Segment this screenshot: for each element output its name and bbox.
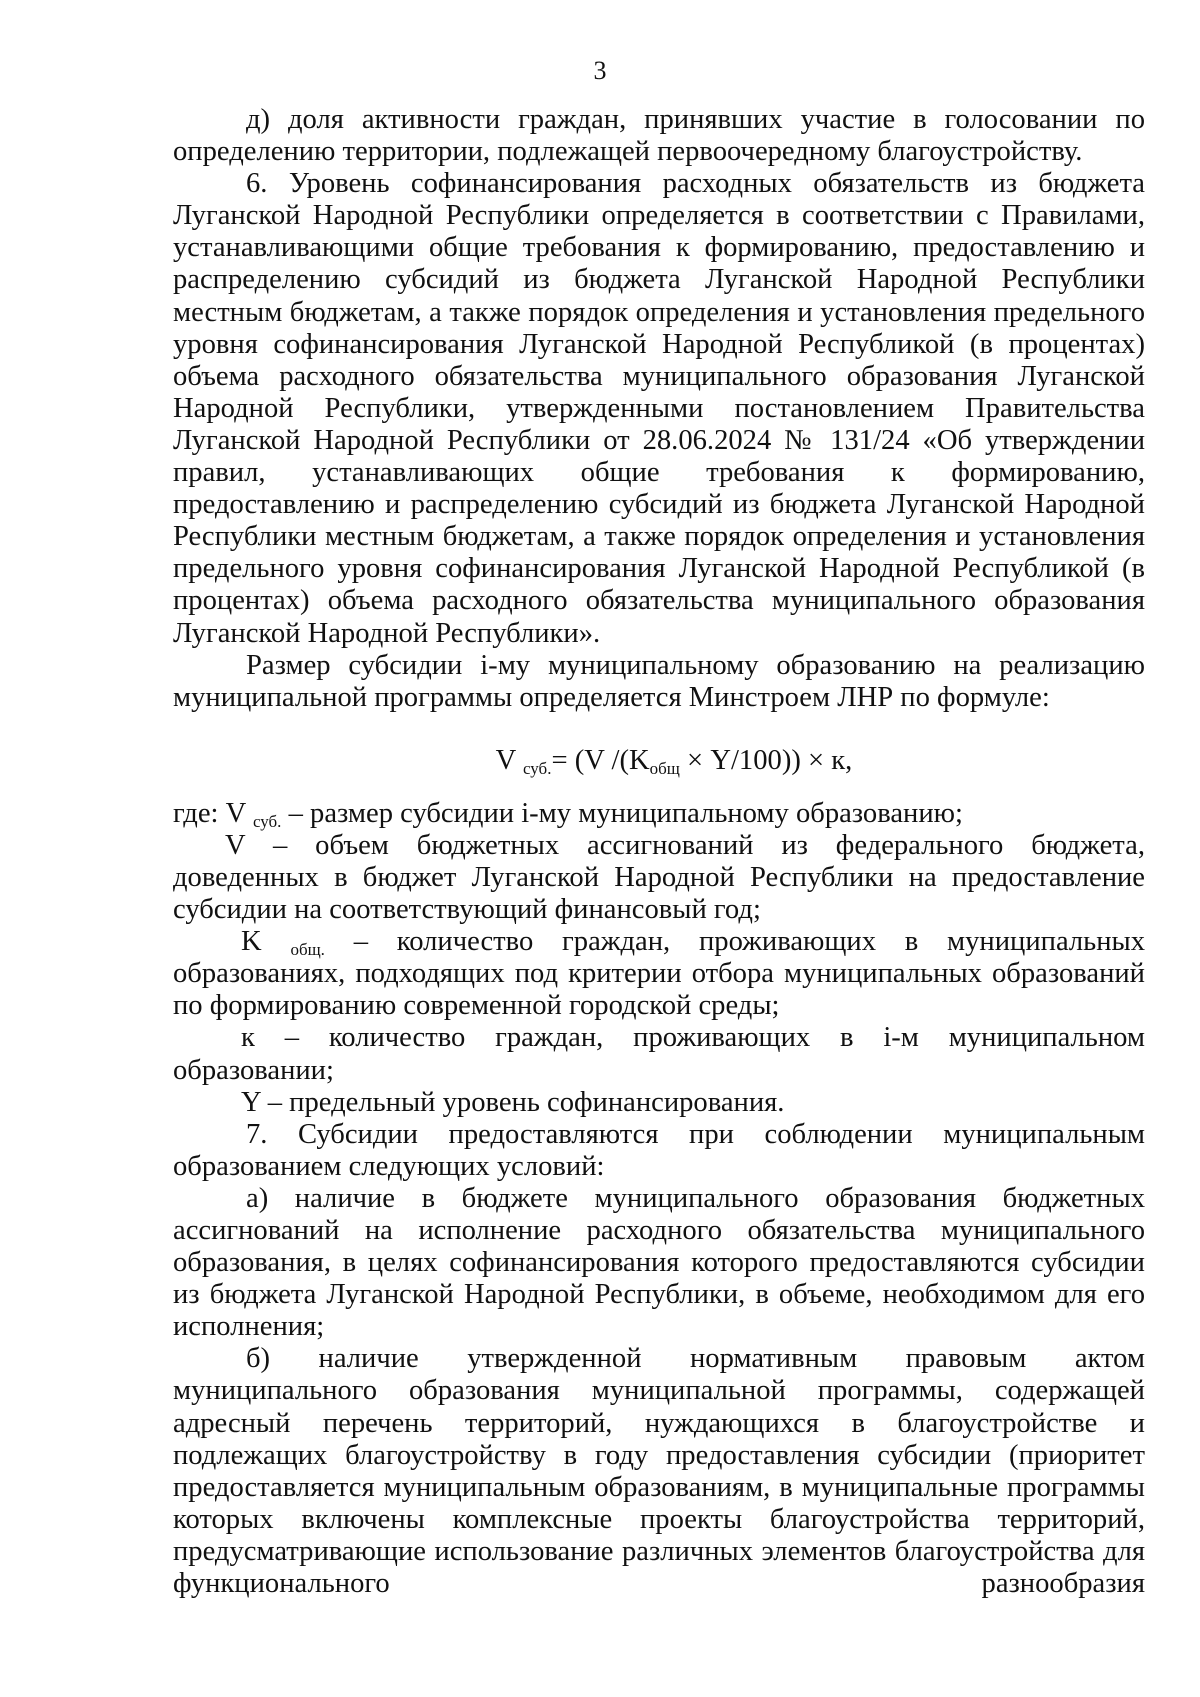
paragraph-a: а) наличие в бюджете муниципального образования бюджетных ассигнований на исполнение расходного обязательства муниципального образования, в целях софинансирования которого предоставляются субсидии из бюджета Луганской Народной Республики, в объеме, необходимом для его исполнения; bbox=[173, 1182, 1145, 1343]
definition-kobsh-sub: общ. bbox=[290, 940, 325, 960]
definition-kobsh-prefix: K bbox=[241, 926, 262, 958]
definition-v: V – объем бюджетных ассигнований из федерального бюджета, доведенных в бюджет Луганской Народной Республики на предоставление субсидии на соответствующий финансовый год; bbox=[173, 829, 1145, 926]
formula-mid: = (V /(K bbox=[551, 744, 650, 776]
definition-vsub-text: – размер субсидии i-му муниципальному образованию; bbox=[281, 797, 963, 829]
document-body bbox=[173, 104, 1145, 1600]
paragraph-6: 6. Уровень софинансирования расходных обязательств из бюджета Луганской Народной Республики определяется в соответствии с Правилами, устанавливающими общие требования к формированию, предоставлению и распределению субсидий из бюджета Луганской Народной Республики местным бюджетам, а также порядок определения и установления предельного уровня софинансирования Луганской Народной Республикой (в процентах) объема расходного обязательства муниципального образования Луганской Народной Республики, утвержденными постановлением Правительства Луганской Народной Республики от 28.06.2024 № 131/24 «Об утверждении правил, устанавливающих общие требования к формированию, предоставлению и распределению субсидий из бюджета Луганской Народной Республики местным бюджетам, а также порядок определения и установления предельного уровня софинансирования Луганской Народной Республикой (в процентах) объема расходного обязательства муниципального образования Луганской Народной Республики». bbox=[173, 168, 1145, 649]
paragraph-7: 7. Субсидии предоставляются при соблюдении муниципальным образованием следующих условий: bbox=[173, 1118, 1145, 1182]
subsidy-formula bbox=[173, 744, 1145, 778]
page-number: 3 bbox=[593, 56, 607, 85]
formula-mid-sub: общ bbox=[649, 758, 680, 778]
definition-k: к – количество граждан, проживающих в i-м муниципальном образовании; bbox=[173, 1022, 1145, 1086]
paragraph-subsidy-size: Размер субсидии i-му муниципальному образованию на реализацию муниципальной программы определяется Минстроем ЛНР по формуле: bbox=[173, 649, 1145, 713]
formula-lhs-sub: суб. bbox=[522, 758, 552, 778]
definition-y: Y – предельный уровень софинансирования. bbox=[241, 1086, 785, 1118]
definition-kobsh-text: – количество граждан, проживающих в муниципальных образованиях, подходящих под критерии отбора муниципальных образований по формированию современной городской среды; bbox=[173, 926, 1146, 1022]
formula-rhs: × Y/100)) × к, bbox=[679, 744, 853, 776]
definition-kobsh bbox=[173, 926, 1145, 1022]
paragraph-b: б) наличие утвержденной нормативным правовым актом муниципального образования муниципальной программы, содержащей адресный перечень территорий, нуждающихся в благоустройстве и подлежащих благоустройству в году предоставления субсидии (приоритет предоставляется муниципальным образованиям, в муниципальные программы которых включены комплексные проекты благоустройства территорий, предусматривающие использование различных элементов благоустройства для функционального разнообразия bbox=[173, 1343, 1145, 1600]
definition-vsub bbox=[173, 798, 1145, 830]
paragraph-d: д) доля активности граждан, принявших участие в голосовании по определению территории, подлежащей первоочередному благоустройству. bbox=[173, 104, 1145, 168]
definition-vsub-sub: суб. bbox=[252, 811, 282, 831]
formula-lhs: V bbox=[495, 744, 516, 776]
definition-vsub-prefix: где: V bbox=[173, 797, 246, 829]
